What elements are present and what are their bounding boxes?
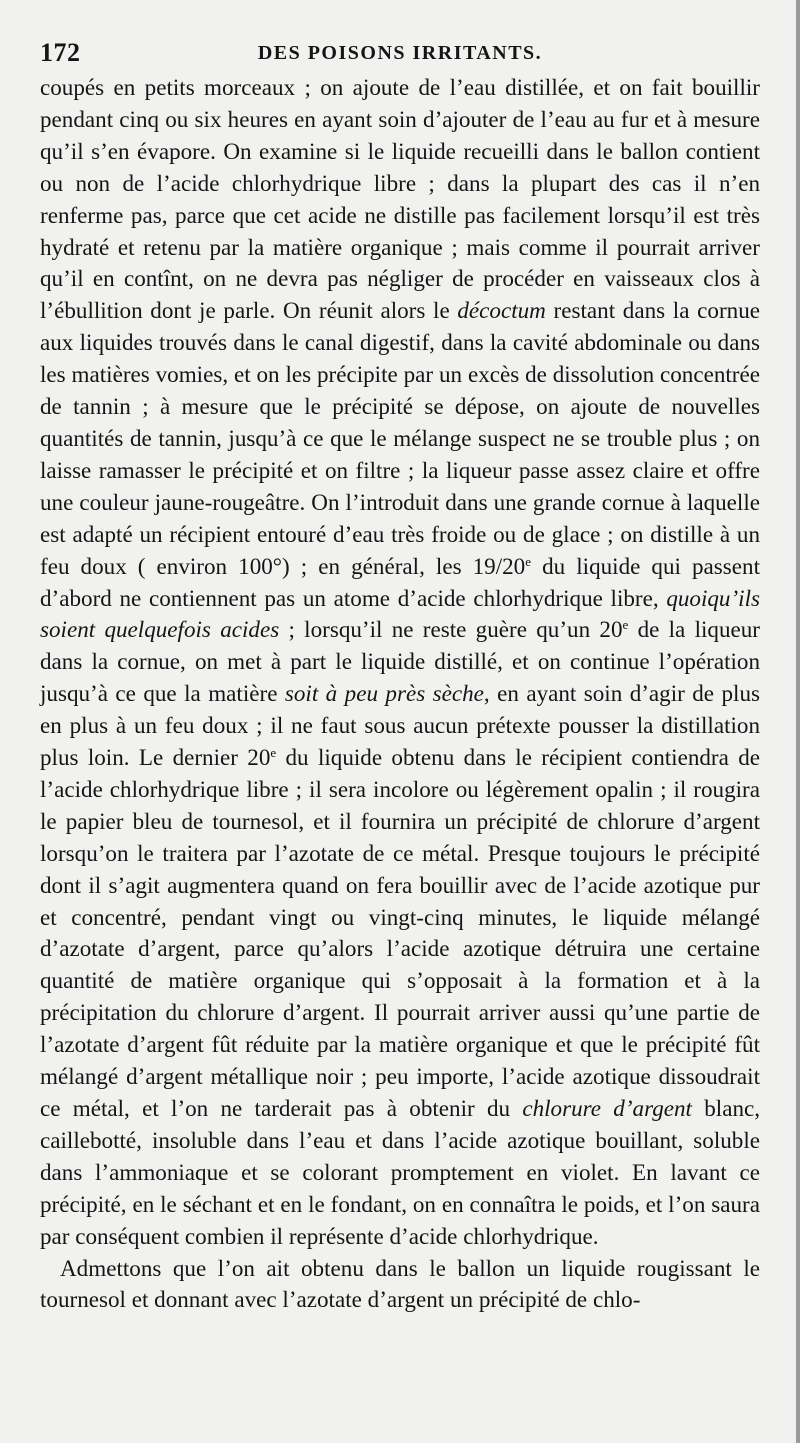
text-run: blanc, caillebotté, insoluble dans l’eau et dans l’acide azotique bouillant, soluble dans l’ammoniaque et se colorant promptement en violet. En lavant ce précipité, en le séchant et en le fondant, on en connaîtra le poids, et l’on saura par conséquent combien il représente d’acide chlorhydrique. (40, 1095, 761, 1249)
text-run: de la liqueur dans la cornue, on met à part le liquide distillé, et on continue l’opération jusqu’à ce que la matière (40, 616, 761, 707)
superscript: e (525, 553, 532, 569)
italic-text: chlorure d’argent (522, 1095, 692, 1121)
page-number: 172 (40, 38, 81, 67)
text-run: Admettons que l’on ait obtenu dans le ballon un liquide rougissant le tournesol et donnant avec l’azotate d’argent un précipité de chlo- (40, 1254, 760, 1313)
italic-text: quoiqu’ils soient quelquefois acides (40, 584, 760, 643)
italic-text: soit à peu près sèche (284, 680, 484, 707)
body-text (40, 72, 760, 1316)
page-edge-shadow (796, 0, 800, 1443)
page-header (40, 32, 760, 72)
paragraph (40, 72, 760, 1253)
italic-text: décoctum (457, 297, 546, 324)
paragraph (40, 1253, 760, 1317)
text-run: coupés en petits morceaux ; on ajoute de l’eau distillée, et on fait bouillir pendant cinq ou six heures en ayant soin d’ajouter de l’eau au fur et à mesure qu’il s’en évapore. On examine si le liquide recueilli dans le ballon contient ou non de l’acide chlorhydrique libre ; dans la plupart des cas il n’en renferme pas, parce que cet acide ne distille pas facilement lorsqu’il est très hydraté et retenu par la matière organique ; mais comme il pourrait arriver qu’il en contînt, on ne devra pas négliger de procéder en vaisseaux clos à l’ébullition dont je parle. On réunit alors le (40, 74, 760, 324)
text-run: ; lorsqu’il ne reste guère qu’un 20 (279, 616, 623, 643)
running-head: DES POISONS IRRITANTS. (257, 42, 543, 64)
text-run: du liquide obtenu dans le récipient contiendra de l’acide chlorhydrique libre ; il sera incolore ou légèrement opalin ; il rougira le papier bleu de tournesol, et il fournira un précipité de chlorure d’argent lorsqu’on le traitera par l’azotate de ce métal. Presque toujours le précipité dont il s’agit augmentera quand on fera bouillir avec de l’acide azotique pur et concentré, pendant vingt ou vingt-cinq minutes, le liquide mélangé d’azotate d’argent, parce qu’alors l’acide azotique détruira une certaine quantité de matière organique qui s’opposait à la formation et à la précipitation du chlorure d’argent. Il pourrait arriver aussi qu’une partie de l’azotate d’argent fût réduite par la matière organique et que le précipité fût mélangé d’argent métallique noir ; peu importe, l’acide azotique dissoudrait ce métal, et l’on ne tarderait pas à obtenir du (40, 744, 760, 1121)
superscript: e (270, 745, 277, 761)
text-run: restant dans la cornue aux liquides trouvés dans le canal digestif, dans la cavité abdominale ou dans les matières vomies, et on les précipite par un excès de dissolution concentrée de tannin ; à mesure que le précipité se dépose, on ajoute de nouvelles quantités de tannin, jusqu’à ce que le mélange suspect ne se trouble plus ; on laisse ramasser le précipité et on filtre ; la liqueur passe assez claire et offre une couleur jaune-rougeâtre. On l’introduit dans une grande cornue à laquelle est adapté un récipient entouré d’eau très froide ou de glace ; on distille à un feu doux ( environ 100°) ; en général, les 19/20 (40, 297, 760, 579)
text-run: du liquide qui passent d’abord ne contiennent pas un atome d’acide chlorhydrique libre, (40, 552, 760, 611)
text-run: , en ayant soin d’agir de plus en plus à un feu doux ; il ne faut sous aucun prétexte pousser la distillation plus loin. Le dernier 20 (40, 680, 760, 771)
superscript: e (622, 617, 629, 633)
